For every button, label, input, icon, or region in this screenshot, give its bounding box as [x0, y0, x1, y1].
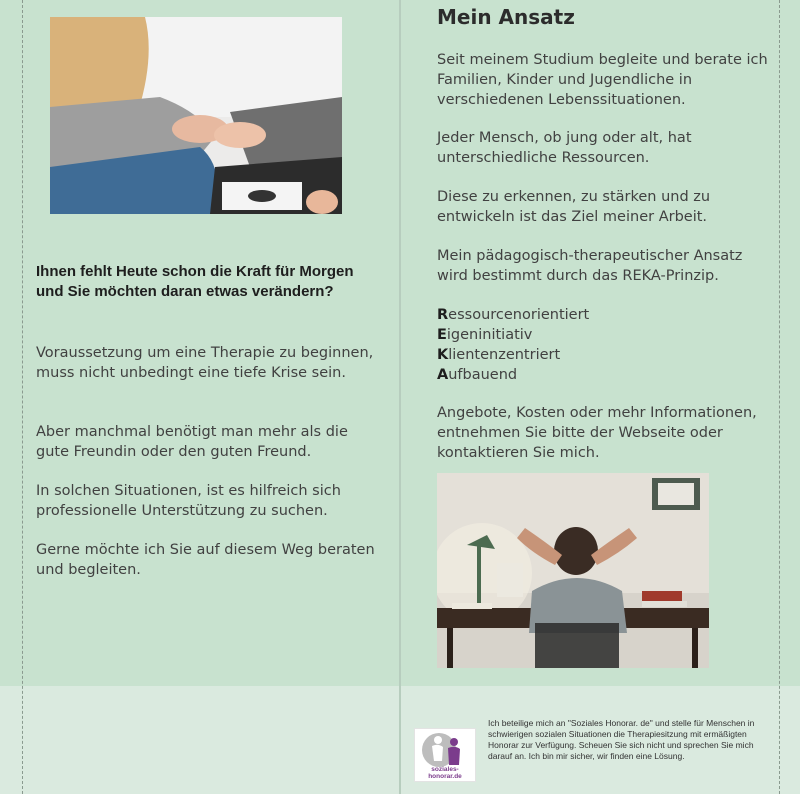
section-title: Mein Ansatz: [437, 5, 575, 29]
reka-item-r: Ressourcenorientiert: [437, 307, 590, 323]
reka-item-k: Klientenzentriert: [437, 347, 561, 363]
reka-item-a: Aufbauend: [437, 367, 518, 383]
left-paragraph-4: Gerne möchte ich Sie auf diesem Weg beraten und begleiten.: [36, 542, 375, 578]
therapy-photo: [50, 17, 342, 214]
left-paragraph-1: Voraussetzung um eine Therapie zu beginnen, muss nicht unbedingt eine tiefe Krise sein.: [36, 345, 374, 381]
right-paragraph-2: Jeder Mensch, ob jung oder alt, hat unterschiedliche Ressourcen.: [437, 130, 692, 166]
right-cut-line: [779, 0, 780, 794]
footer-note: Ich beteilige mich an "Soziales Honorar. de" und stelle für Menschen in schwierigen sozialen Situationen die Therapiesitzung mit ermäßigten Honorar zur Verfügung. Scheuen Sie sich nicht und sprechen Sie mich darauf an. Ich bin mir sicher, wir finden eine Lösung.: [488, 718, 755, 761]
left-paragraph-3: In solchen Situationen, ist es hilfreich sich professionelle Unterstützung zu suchen.: [36, 483, 341, 519]
soziales-honorar-logo: [414, 728, 476, 782]
closing-paragraph: Angebote, Kosten oder mehr Informationen, entnehmen Sie bitte der Webseite oder kontaktieren Sie mich.: [437, 405, 757, 461]
right-paragraph-4: Mein pädagogisch-therapeutischer Ansatz wird bestimmt durch das REKA-Prinzip.: [437, 248, 743, 284]
lead-question: Ihnen fehlt Heute schon die Kraft für Morgen und Sie möchten daran etwas verändern?: [36, 263, 354, 300]
left-cut-line: [22, 0, 23, 794]
reka-list: [437, 305, 589, 385]
right-paragraph-3: Diese zu erkennen, zu stärken und zu entwickeln ist das Ziel meiner Arbeit.: [437, 189, 711, 225]
fold-line: [399, 0, 401, 794]
reka-item-e: Eigeninitiativ: [437, 327, 533, 343]
right-paragraph-1: Seit meinem Studium begleite und berate ich Familien, Kinder und Jugendliche in verschiedenen Lebenssituationen.: [437, 52, 768, 108]
logo-caption: soziales-honorar.de: [428, 766, 462, 780]
desk-photo: [437, 473, 709, 668]
left-paragraph-2: Aber manchmal benötigt man mehr als die gute Freundin oder den guten Freund.: [36, 424, 348, 460]
